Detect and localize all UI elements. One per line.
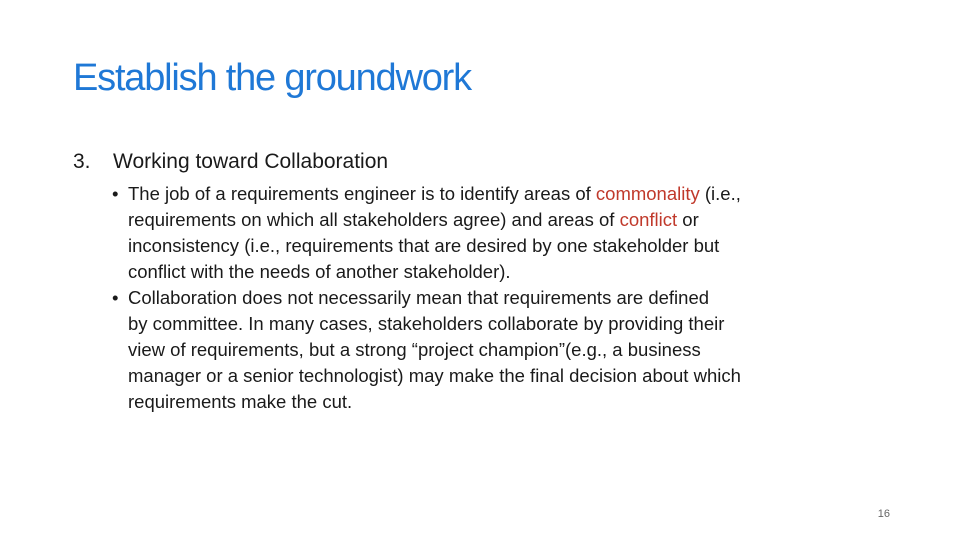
bullet-line: Collaboration does not necessarily mean that requirements are defined <box>128 287 710 308</box>
section-heading-text: Working toward Collaboration <box>113 150 389 173</box>
text-run: The job of a requirements engineer is to identify areas of <box>128 183 596 204</box>
bullet-line: requirements make the cut. <box>128 391 353 412</box>
section-heading <box>73 148 388 176</box>
bullet-list <box>112 181 892 415</box>
slide-title: Establish the groundwork <box>73 57 471 99</box>
bullet-item <box>112 181 892 285</box>
bullet-line <box>128 181 892 207</box>
text-run: requirements on which all stakeholders agree) and areas of <box>128 209 620 230</box>
highlighted-term: commonality <box>595 183 700 204</box>
bullet-line: conflict with the needs of another stakeholder). <box>128 261 511 282</box>
text-run: (i.e., <box>699 183 741 204</box>
bullet-marker: • <box>112 287 119 308</box>
text-run: or <box>677 209 699 230</box>
bullet-line: by committee. In many cases, stakeholders collaborate by providing their <box>128 313 725 334</box>
page-number: 16 <box>877 508 890 520</box>
section-number: 3. <box>73 150 91 173</box>
bullet-marker: • <box>112 183 119 204</box>
highlighted-term: conflict <box>619 209 678 230</box>
bullet-line: inconsistency (i.e., requirements that are desired by one stakeholder but <box>128 235 720 256</box>
bullet-line: manager or a senior technologist) may make the final decision about which <box>128 365 741 386</box>
bullet-item <box>112 285 892 415</box>
bullet-line: view of requirements, but a strong “project champion”(e.g., a business <box>128 339 701 360</box>
bullet-line <box>128 207 892 233</box>
